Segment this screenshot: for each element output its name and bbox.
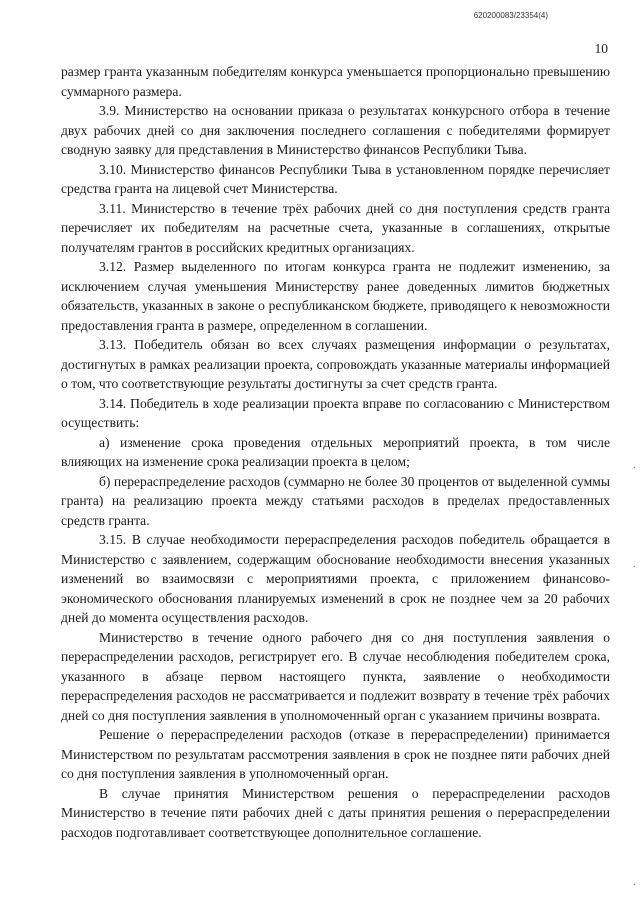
scan-edge-mark: ·	[632, 463, 636, 474]
paragraph-3-11: 3.11. Министерство в течение трёх рабочих дней со дня поступления средств гранта перечисляет их победителям на расчетные счета, указанные в соглашениях, открытые получателям грантов в российских кредитных организациях.	[61, 200, 610, 255]
paragraph-3-15: 3.15. В случае необходимости перераспределения расходов победитель обращается в Министерство с заявлением, содержащим обоснование необходимости внесения указанных изменений во взаимосвязи с мероприятиями проекта, с приложением финансово-экономического обоснования планируемых изменений в срок не позднее чем за 20 рабочих дней до момента осуществления расходов.	[61, 532, 610, 625]
paragraph-continuation: размер гранта указанным победителям конкурса уменьшается пропорционально превышению суммарного размера.	[61, 64, 610, 99]
paragraph-3-12: 3.12. Размер выделенного по итогам конкурса гранта не подлежит изменению, за исключением случая уменьшения Министерству ранее доведенных лимитов бюджетных обязательств, указанных в законе о республиканском бюджете, приводящего к невозможности предоставления гранта в размере, определенном в соглашении.	[61, 259, 610, 333]
paragraph-3-14: 3.14. Победитель в ходе реализации проекта вправе по согласованию с Министерством осуществить:	[61, 395, 610, 430]
document-id: 620200083/23354(4)	[473, 11, 548, 20]
scan-edge-mark: ·	[632, 880, 636, 891]
paragraph-3-15-agreement: В случае принятия Министерством решения о перераспределении расходов Министерство в течение пяти рабочих дней с даты принятия решения о перераспределении расходов подготавливает соответствующее дополнительное соглашение.	[61, 785, 610, 840]
paragraph-3-13: 3.13. Победитель обязан во всех случаях размещения информации о результатах, достигнутых в рамках реализации проекта, сопровождать указанные материалы информацией о том, что соответствующие результаты достигнуты за счет средств гранта.	[61, 337, 610, 391]
document-body	[61, 62, 610, 842]
paragraph-3-15-registration: Министерство в течение одного рабочего дня со дня поступления заявления о перераспределении расходов, регистрирует его. В случае несоблюдения победителем срока, указанного в абзаце первом настоящего пункта, заявление о необходимости перераспределения расходов не рассматривается и подлежит возврату в течение трёх рабочих дней со дня поступления заявления в уполномоченный орган с указанием причины возврата.	[61, 629, 610, 723]
page-number: 10	[594, 41, 608, 56]
scan-edge-mark: ·	[632, 562, 636, 573]
paragraph-3-9: 3.9. Министерство на основании приказа о результатах конкурсного отбора в течение двух рабочих дней со дня заключения последнего соглашения с победителями формирует сводную заявку для представления в Министерство финансов Республики Тыва.	[61, 103, 610, 157]
paragraph-3-14-a: а) изменение срока проведения отдельных мероприятий проекта, в том числе влияющих на изменение срока реализации проекта в целом;	[61, 434, 610, 469]
paragraph-3-14-b: б) перераспределение расходов (суммарно не более 30 процентов от выделенной суммы гранта) на реализацию проекта между статьями расходов в пределах предоставленных средств гранта.	[61, 473, 610, 528]
paragraph-3-15-decision: Решение о перераспределении расходов (отказе в перераспределении) принимается Министерством по результатам рассмотрения заявления в срок не позднее пяти рабочих дней со дня поступления заявления в уполномоченный орган.	[61, 727, 610, 781]
paragraph-3-10: 3.10. Министерство финансов Республики Тыва в установленном порядке перечисляет средства гранта на лицевой счет Министерства.	[61, 161, 610, 196]
